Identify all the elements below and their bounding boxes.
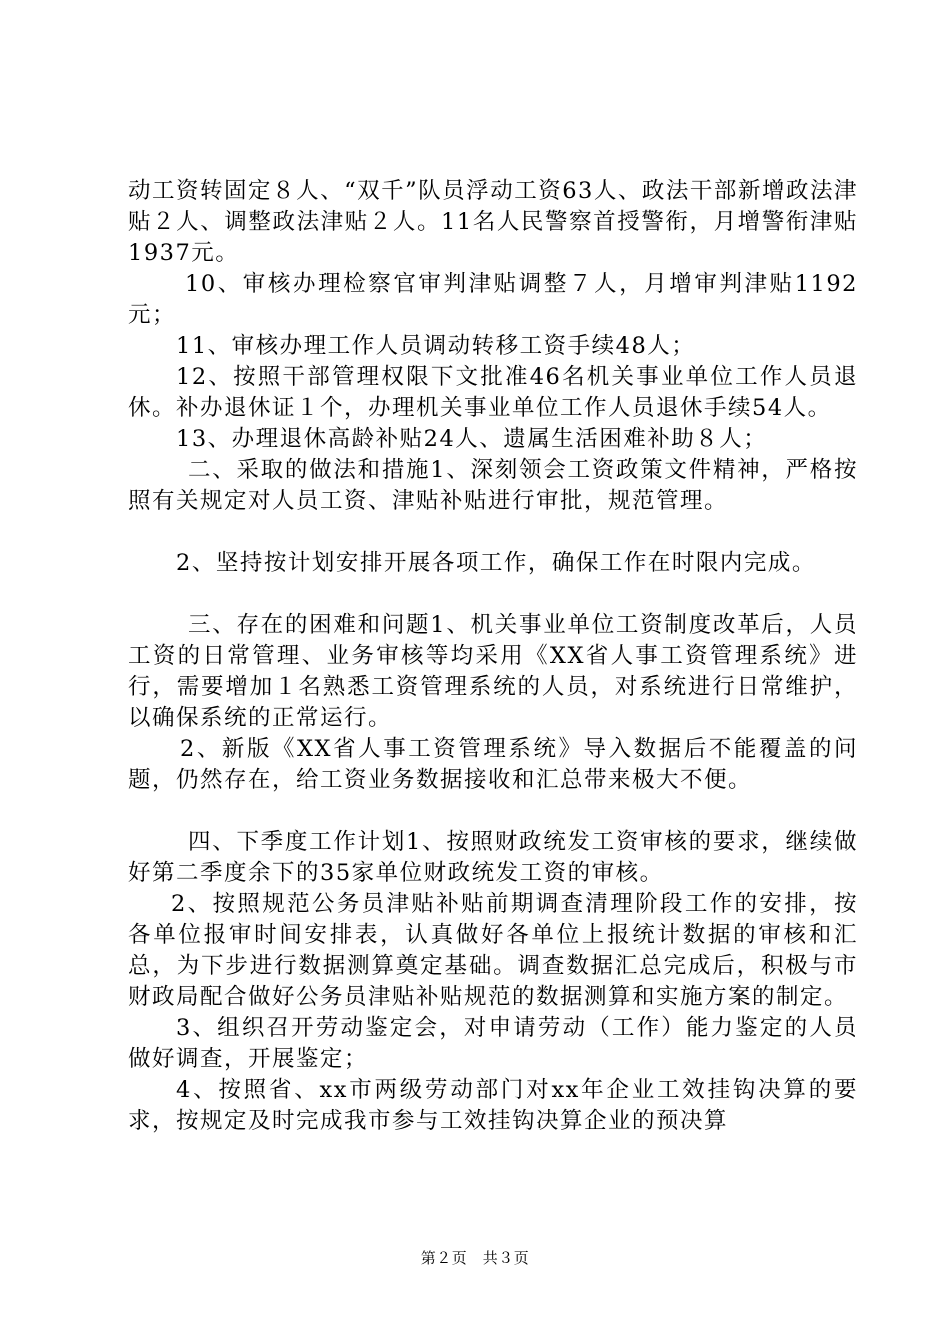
paragraph: 12、按照干部管理权限下文批准46名机关事业单位工作人员退休。补办退休证１个，办理机关事业单位工作人员退休手续54人。 — [128, 364, 858, 421]
paragraph: 4、按照省、xx市两级劳动部门对xx年企业工效挂钩决算的要求，按规定及时完成我市参与工效挂钩决算企业的预决算 — [128, 1077, 858, 1134]
paragraph: 3、组织召开劳动鉴定会，对申请劳动（工作）能力鉴定的人员做好调查，开展鉴定； — [128, 1015, 858, 1072]
document-body — [128, 176, 858, 1137]
paragraph: 11、审核办理工作人员调动转移工资手续48人； — [176, 333, 696, 359]
paragraph: 2、新版《XX省人事工资管理系统》导入数据后不能覆盖的问题，仍然存在，给工资业务数据接收和汇总带来极大不便。 — [128, 736, 858, 793]
paragraph: 四、下季度工作计划1、按照财政统发工资审核的要求，继续做好第二季度余下的35家单位财政统发工资的审核。 — [128, 829, 858, 886]
paragraph: 2、坚持按计划安排开展各项工作，确保工作在时限内完成。 — [176, 550, 816, 576]
paragraph-gap — [128, 579, 858, 610]
paragraph-gap — [128, 517, 858, 548]
paragraph-gap — [128, 796, 858, 827]
paragraph: 动工资转固定８人、“双千”队员浮动工资63人、政法干部新增政法津贴２人、调整政法津贴２人。11名人民警察首授警衔，月增警衔津贴1937元。 — [128, 178, 858, 266]
paragraph: 二、采取的做法和措施1、深刻领会工资政策文件精神，严格按照有关规定对人员工资、津贴补贴进行审批，规范管理。 — [128, 457, 858, 514]
paragraph: 10、审核办理检察官审判津贴调整７人，月增审判津贴1192元； — [128, 271, 858, 328]
page-footer: 第２页 共３页 — [420, 1249, 530, 1267]
paragraph: 13、办理退休高龄补贴24人、遗属生活困难补助８人； — [176, 426, 768, 452]
paragraph: 三、存在的困难和问题1、机关事业单位工资制度改革后，人员工资的日常管理、业务审核等均采用《XX省人事工资管理系统》进行，需要增加１名熟悉工资管理系统的人员，对系统进行日常维护，以确保系统的正常运行。 — [128, 612, 858, 731]
paragraph: 2、按照规范公务员津贴补贴前期调查清理阶段工作的安排，按各单位报审时间安排表，认真做好各单位上报统计数据的审核和汇总，为下步进行数据测算奠定基础。调查数据汇总完成后，积极与市财政局配合做好公务员津贴补贴规范的数据测算和实施方案的制定。 — [128, 891, 858, 1010]
